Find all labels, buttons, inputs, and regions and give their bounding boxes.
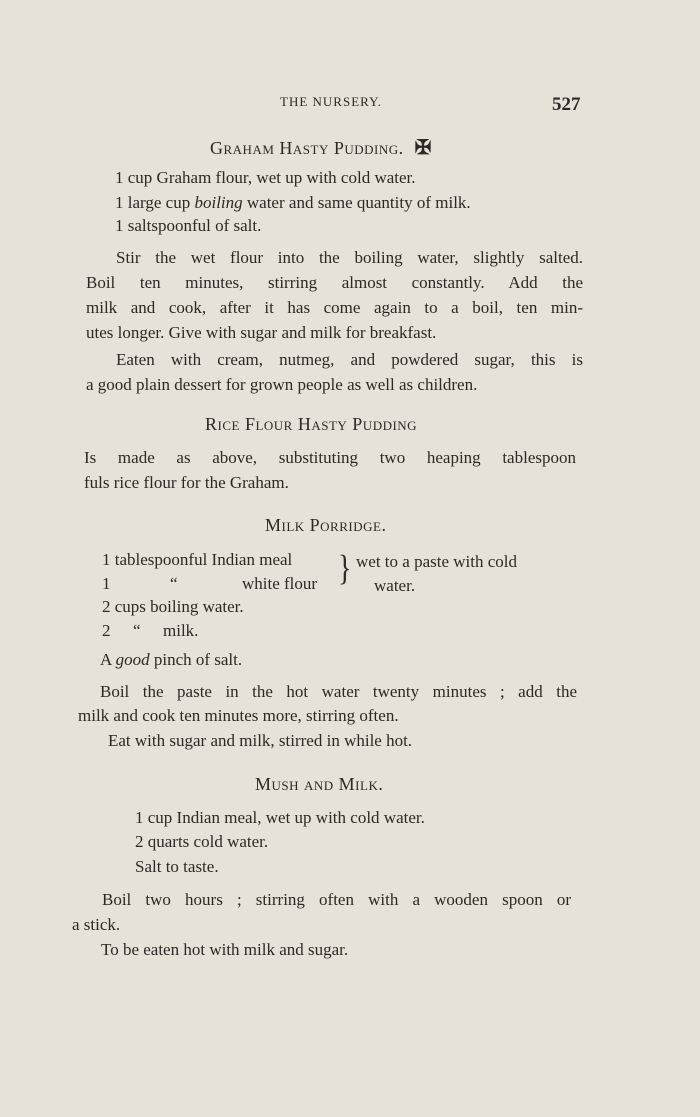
recipe-title-graham	[210, 135, 432, 160]
ingredient-line: milk.	[163, 621, 199, 640]
ingredient-line: 1 tablespoonful Indian meal	[102, 550, 293, 569]
page-number: 527	[552, 94, 581, 115]
ingredient-line: 1 cup Graham flour, wet up with cold water.	[115, 168, 416, 187]
ditto-mark: “	[133, 621, 141, 640]
running-head: THE NURSERY.	[280, 94, 383, 109]
paragraph-line: Boil the paste in the hot water twenty minutes ; add the	[100, 682, 577, 701]
ingredient-line: 2 cups boiling water.	[102, 597, 244, 616]
ingredient-line: 1 saltspoonful of salt.	[115, 216, 262, 235]
ingredient-line: 2 quarts cold water.	[135, 832, 269, 851]
paragraph-line: a good plain dessert for grown people as well as children.	[86, 375, 478, 394]
paragraph-line: Boil two hours ; stirring often with a wooden spoon or	[102, 890, 571, 909]
recipe-title-text: Graham Hasty Pudding.	[210, 138, 404, 158]
paragraph-line: milk and cook ten minutes more, stirring often.	[78, 706, 399, 725]
ingredient-line: 1 cup Indian meal, wet up with cold water.	[135, 808, 425, 827]
paragraph-line: Stir the wet flour into the boiling water, slightly salted.	[116, 248, 583, 267]
ditto-mark: “	[170, 574, 178, 593]
recipe-title-rice: Rice Flour Hasty Pudding	[205, 414, 418, 434]
brace-icon: }	[338, 548, 352, 589]
ingredient-line: A good pinch of salt.	[100, 650, 243, 669]
recipe-title-porridge: Milk Porridge.	[265, 515, 387, 535]
ingredient-line: white flour	[242, 574, 318, 593]
paragraph-line: Eat with sugar and milk, stirred in while hot.	[108, 731, 413, 750]
ingredient-line: Salt to taste.	[135, 857, 219, 876]
ingredient-number: 1	[102, 574, 111, 593]
paragraph-line: Boil ten minutes, stirring almost constantly. Add the	[86, 273, 583, 292]
recipe-title-mush: Mush and Milk.	[255, 774, 384, 794]
ingredient-line: 1 large cup boiling water and same quantity of milk.	[115, 193, 471, 212]
paragraph-line: To be eaten hot with milk and sugar.	[101, 940, 349, 959]
paragraph-line: fuls rice flour for the Graham.	[84, 473, 289, 492]
paragraph-line: a stick.	[72, 915, 121, 934]
ingredient-number: 2	[102, 621, 111, 640]
cross-icon: ✠	[414, 137, 432, 159]
brace-note: wet to a paste with cold	[356, 552, 517, 571]
brace-note: water.	[374, 576, 416, 595]
paragraph-line: utes longer. Give with sugar and milk for breakfast.	[86, 323, 437, 342]
paragraph-line: Is made as above, substituting two heaping tablespoon	[84, 448, 576, 467]
paragraph-line: milk and cook, after it has come again to a boil, ten min-	[86, 298, 583, 317]
paragraph-line: Eaten with cream, nutmeg, and powdered sugar, this is	[116, 350, 583, 369]
